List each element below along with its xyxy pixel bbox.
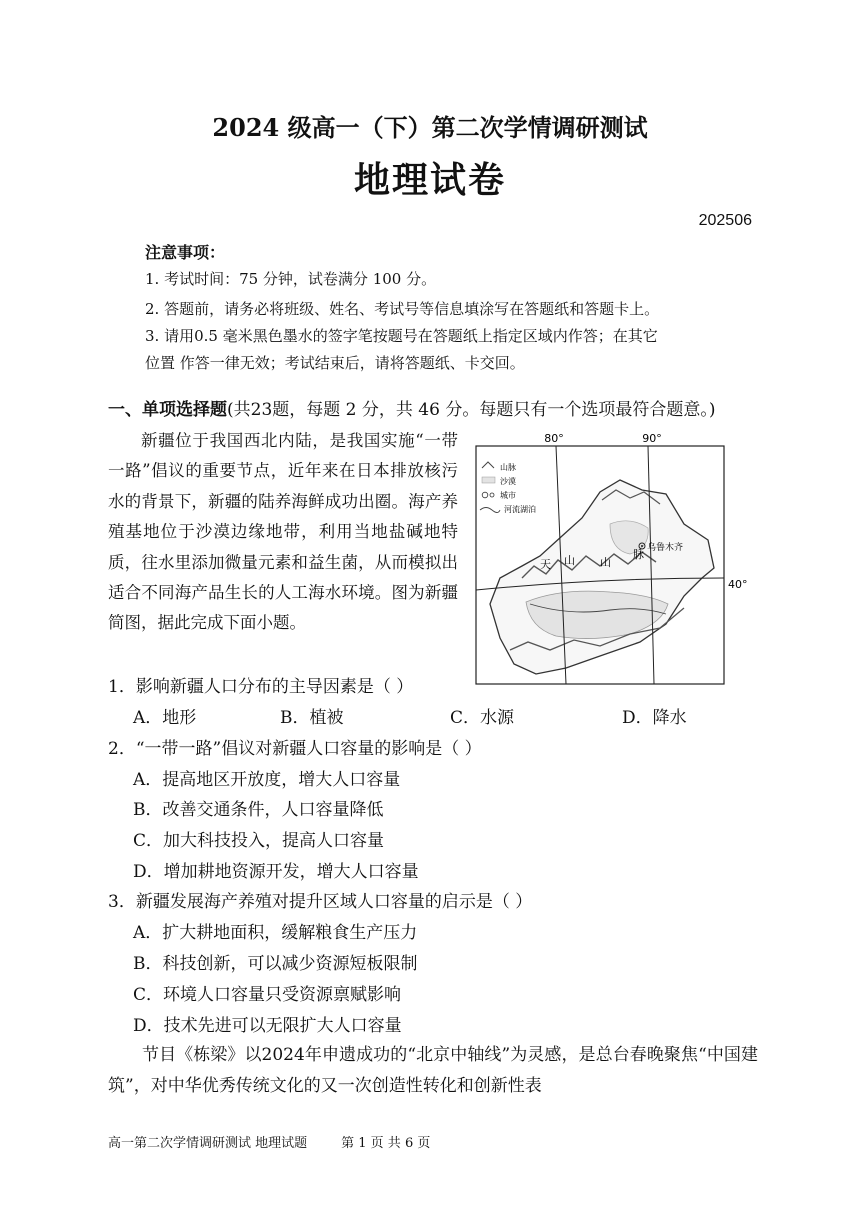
xinjiang-map — [470, 428, 760, 690]
notice-item: 2. 答题前，请务必将班级、姓名、考试号等信息填涂写在答题纸和答题卡上。 — [145, 300, 660, 318]
question-2-option-c[interactable]: C．加大科技投入，提高人口容量 — [133, 831, 385, 851]
exam-date: 202506 — [698, 212, 752, 229]
lon-label-90: 90° — [642, 432, 662, 445]
notice-title: 注意事项： — [145, 243, 226, 262]
urumqi-dot — [641, 545, 643, 547]
range-char: 山 — [600, 556, 611, 569]
subject-title: 地理试卷 — [353, 159, 506, 201]
notice-item: 3. 请用0.5 毫米黑色墨水的签字笔按题号在答题纸上指定区域内作答；在其它 — [145, 327, 658, 345]
lon-label-80: 80° — [544, 432, 564, 445]
section-label: 一、单项选择题 — [108, 400, 227, 420]
question-3-option-b[interactable]: B．科技创新，可以减少资源短板限制 — [133, 954, 418, 974]
question-2-option-a[interactable]: A．提高地区开放度，增大人口容量 — [133, 770, 401, 790]
notice-item: 1. 考试时间：75 分钟，试卷满分 100 分。 — [145, 270, 437, 288]
exam-title: 2024 级高一（下）第二次学情调研测试 — [212, 113, 648, 142]
legend-river: 河流湖泊 — [504, 505, 536, 514]
desert-legend-icon — [482, 477, 495, 483]
question-1-option-b[interactable]: B．植被 — [280, 708, 344, 728]
question-3-option-c[interactable]: C．环境人口容量只受资源禀赋影响 — [133, 985, 402, 1005]
legend-mountain: 山脉 — [500, 463, 516, 472]
passage-dongliang: 节目《栋梁》以2024年申遗成功的“北京中轴线”为灵感，是总台春晚聚焦“中国建筑”，对中华优秀传统文化的又一次创造性转化和创新性表 — [108, 1045, 758, 1096]
question-3-option-a[interactable]: A．扩大耕地面积，缓解粮食生产压力 — [133, 923, 418, 943]
passage-xinjiang: 新疆位于我国西北内陆，是我国实施“一带一路”倡议的重要节点，近年来在日本排放核污水的背景下，新疆的陆养海鲜成功出圈。海产养殖基地位于沙漠边缘地带，利用当地盐碱地特质，往水里添加微量元素和益生菌，从而模拟出适合不同海产品生长的人工海水环境。图为新疆简图，据此完成下面小题。 — [108, 431, 458, 633]
lat-label-40: 40° — [728, 578, 748, 591]
question-1-stem: 1．影响新疆人口分布的主导因素是（ ） — [108, 677, 414, 697]
question-3-stem: 3．新疆发展海产养殖对提升区域人口容量的启示是（ ） — [108, 892, 533, 912]
footer-title: 高一第二次学情调研测试 地理试题 — [108, 1136, 308, 1151]
urumqi-label: 乌鲁木齐 — [647, 543, 684, 553]
range-char: 天 — [540, 558, 551, 571]
range-char: 山 — [564, 554, 575, 567]
section-desc: (共23题，每题 2 分，共 46 分。每题只有一个选项最符合题意。) — [227, 400, 716, 420]
range-char: 脉 — [633, 548, 644, 561]
question-2-option-d[interactable]: D．增加耕地资源开发，增大人口容量 — [133, 862, 419, 882]
footer-page: 第 1 页 共 6 页 — [341, 1136, 431, 1151]
question-1-option-a[interactable]: A．地形 — [133, 708, 197, 728]
legend-city: 城市 — [500, 491, 516, 500]
legend-desert: 沙漠 — [500, 477, 516, 486]
question-1-option-d[interactable]: D．降水 — [622, 708, 687, 728]
question-3-option-d[interactable]: D．技术先进可以无限扩大人口容量 — [133, 1016, 402, 1036]
section-heading — [108, 395, 715, 420]
question-1-option-c[interactable]: C．水源 — [450, 708, 515, 728]
page-footer — [108, 1132, 464, 1151]
question-2-stem: 2．“一带一路”倡议对新疆人口容量的影响是（ ） — [108, 739, 482, 759]
question-2-option-b[interactable]: B．改善交通条件，人口容量降低 — [133, 800, 384, 820]
notice-item: 位置 作答一律无效；考试结束后，请将答题纸、卡交回。 — [145, 354, 525, 372]
